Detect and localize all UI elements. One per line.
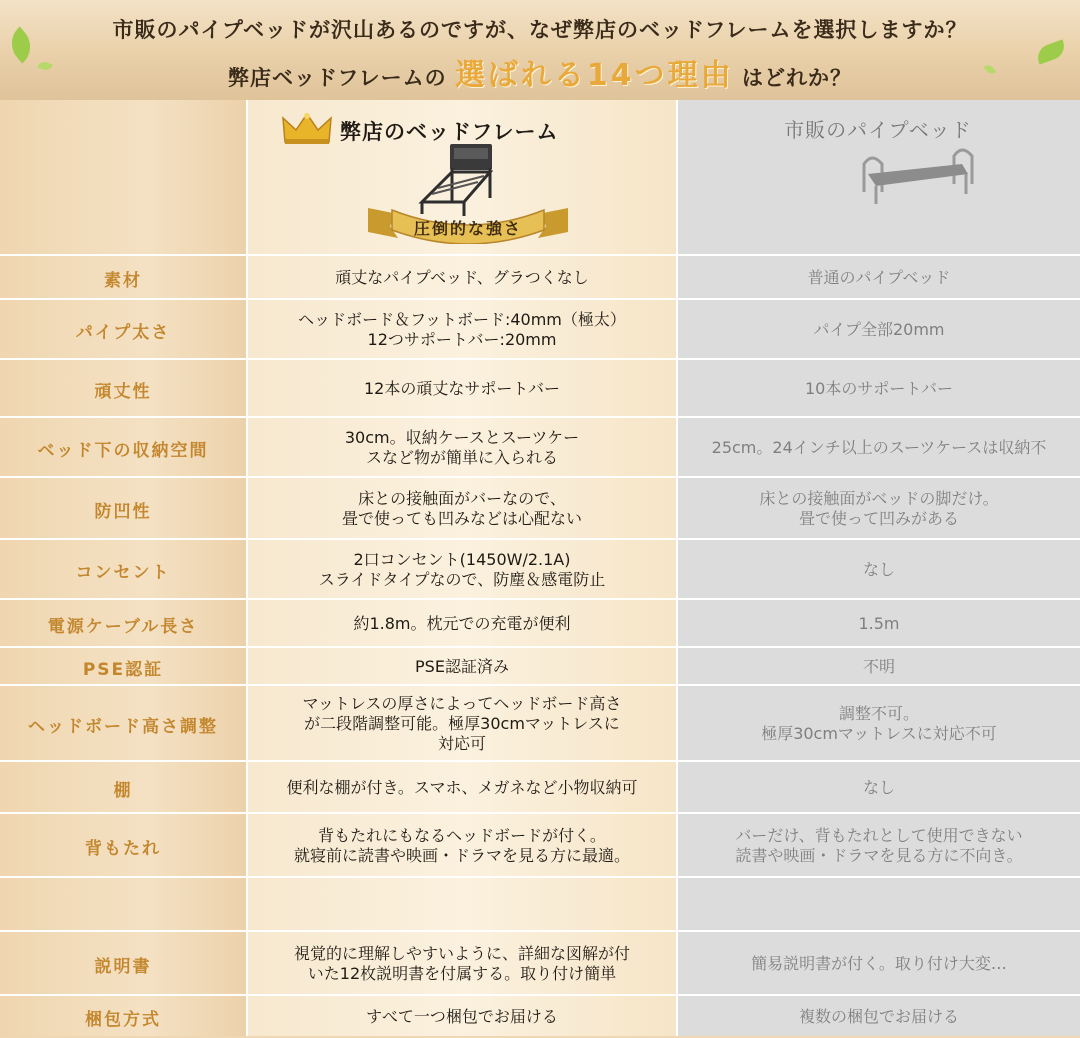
table-row [0, 930, 1080, 996]
other-value: パイプ全部20mm [813, 320, 945, 339]
other-value: 25cm。24インチ以上のスーツケースは収納不 [711, 438, 1047, 457]
ours-value: 便利な棚が付き。スマホ、メガネなど小物収納可 [286, 778, 638, 797]
ours-value: 30cm。収納ケースとスーツケー スなど物が簡単に入られる [344, 428, 580, 467]
table-row [0, 254, 1080, 300]
header-subtitle-post: はどれか？ [741, 66, 852, 90]
table-row [0, 760, 1080, 814]
row-label: ヘッドボード高さ調整 [28, 716, 218, 737]
row-label: コンセント [75, 562, 171, 583]
row-label: 棚 [113, 780, 133, 801]
other-value: 普通のパイプベッド [807, 268, 951, 287]
row-label: 背もたれ [85, 838, 161, 859]
other-value: 1.5m [858, 614, 900, 633]
ours-value: マットレスの厚さによってヘッドボード高さ が二段階調整可能。極厚30cmマットレスに 対応可 [302, 694, 622, 753]
row-label: 防凹性 [94, 501, 152, 522]
table-row [0, 476, 1080, 540]
ours-value: ヘッドボード＆フットボード:40mm（極太） 12つサポートバー:20mm [298, 310, 626, 349]
table-row [0, 538, 1080, 600]
header-highlight: 選ばれる14つ理由 [454, 58, 734, 93]
other-value: なし [862, 560, 895, 579]
row-label: 頑丈性 [94, 381, 152, 402]
other-value: 調整不可。 極厚30cmマットレスに対応不可 [761, 704, 997, 743]
other-value: バーだけ、背もたれとして使用できない 読書や映画・ドラマを見る方に不向き。 [735, 826, 1023, 865]
ours-value [248, 878, 676, 932]
ribbon-text: 圧倒的な強さ [413, 219, 522, 238]
row-label: 電源ケーブル長さ [47, 616, 199, 637]
page-header [0, 0, 1080, 102]
table-row [0, 994, 1080, 1038]
table-row [0, 298, 1080, 360]
ours-value: 床との接触面がバーなので、 畳で使っても凹みなどは心配ない [341, 489, 582, 528]
row-label: 梱包方式 [85, 1009, 161, 1030]
ours-value: 頑丈なパイプベッド、グラつくなし [335, 268, 589, 287]
ours-value: 視覚的に理解しやすいように、詳細な図解が付 いた12枚説明書を付属する。取り付け簡単 [293, 944, 630, 983]
ours-column-title: 弊店のベッドフレーム [340, 120, 559, 144]
other-column-title: 市販のパイプベッド [784, 118, 972, 142]
pipe-bed-image [858, 142, 978, 212]
other-value: 床との接触面がベッドの脚だけ。 畳で使って凹みがある [759, 489, 999, 528]
header-subtitle [0, 50, 1080, 94]
row-label: PSE認証 [82, 659, 164, 680]
other-value: 簡易説明書が付く。取り付け大変… [751, 954, 1007, 973]
row-label: パイプ太さ [75, 322, 171, 343]
other-column-header [676, 100, 1080, 254]
ours-value: すべて一つ梱包でお届ける [366, 1007, 558, 1026]
row-label: 素材 [104, 270, 142, 291]
other-value: なし [862, 778, 895, 797]
crown-icon [282, 112, 332, 146]
ours-value: PSE認証済み [415, 657, 509, 676]
other-value: 不明 [862, 657, 895, 676]
ours-value: 12本の頑丈なサポートバー [363, 379, 561, 398]
table-row [0, 598, 1080, 648]
table-row [0, 358, 1080, 418]
table-row [0, 812, 1080, 878]
row-label [0, 878, 246, 932]
table-row [0, 684, 1080, 762]
header-subtitle-pre: 弊店ベッドフレームの [228, 66, 447, 90]
other-value: 10本のサポートバー [804, 379, 954, 398]
table-row [0, 876, 1080, 932]
comparison-table [0, 100, 1080, 1036]
header-question: 市販のパイプベッドが沢山あるのですが、なぜ弊店のベッドフレームを選択しますか？ [112, 18, 968, 42]
ours-value: 背もたれにもなるヘッドボードが付く。 就寝前に読書や映画・ドラマを見る方に最適。 [293, 826, 630, 865]
other-value: 複数の梱包でお届ける [798, 1007, 959, 1026]
ours-column-header [246, 100, 676, 254]
table-row [0, 416, 1080, 478]
other-value [678, 878, 1080, 932]
ours-value: 2口コンセント(1450W/2.1A) スライドタイプなので、防塵＆感電防止 [318, 550, 606, 589]
ours-value: 約1.8m。枕元での充電が便利 [353, 614, 571, 633]
row-label: 説明書 [94, 956, 152, 977]
row-label: ベッド下の収納空間 [37, 440, 209, 461]
table-row [0, 646, 1080, 686]
